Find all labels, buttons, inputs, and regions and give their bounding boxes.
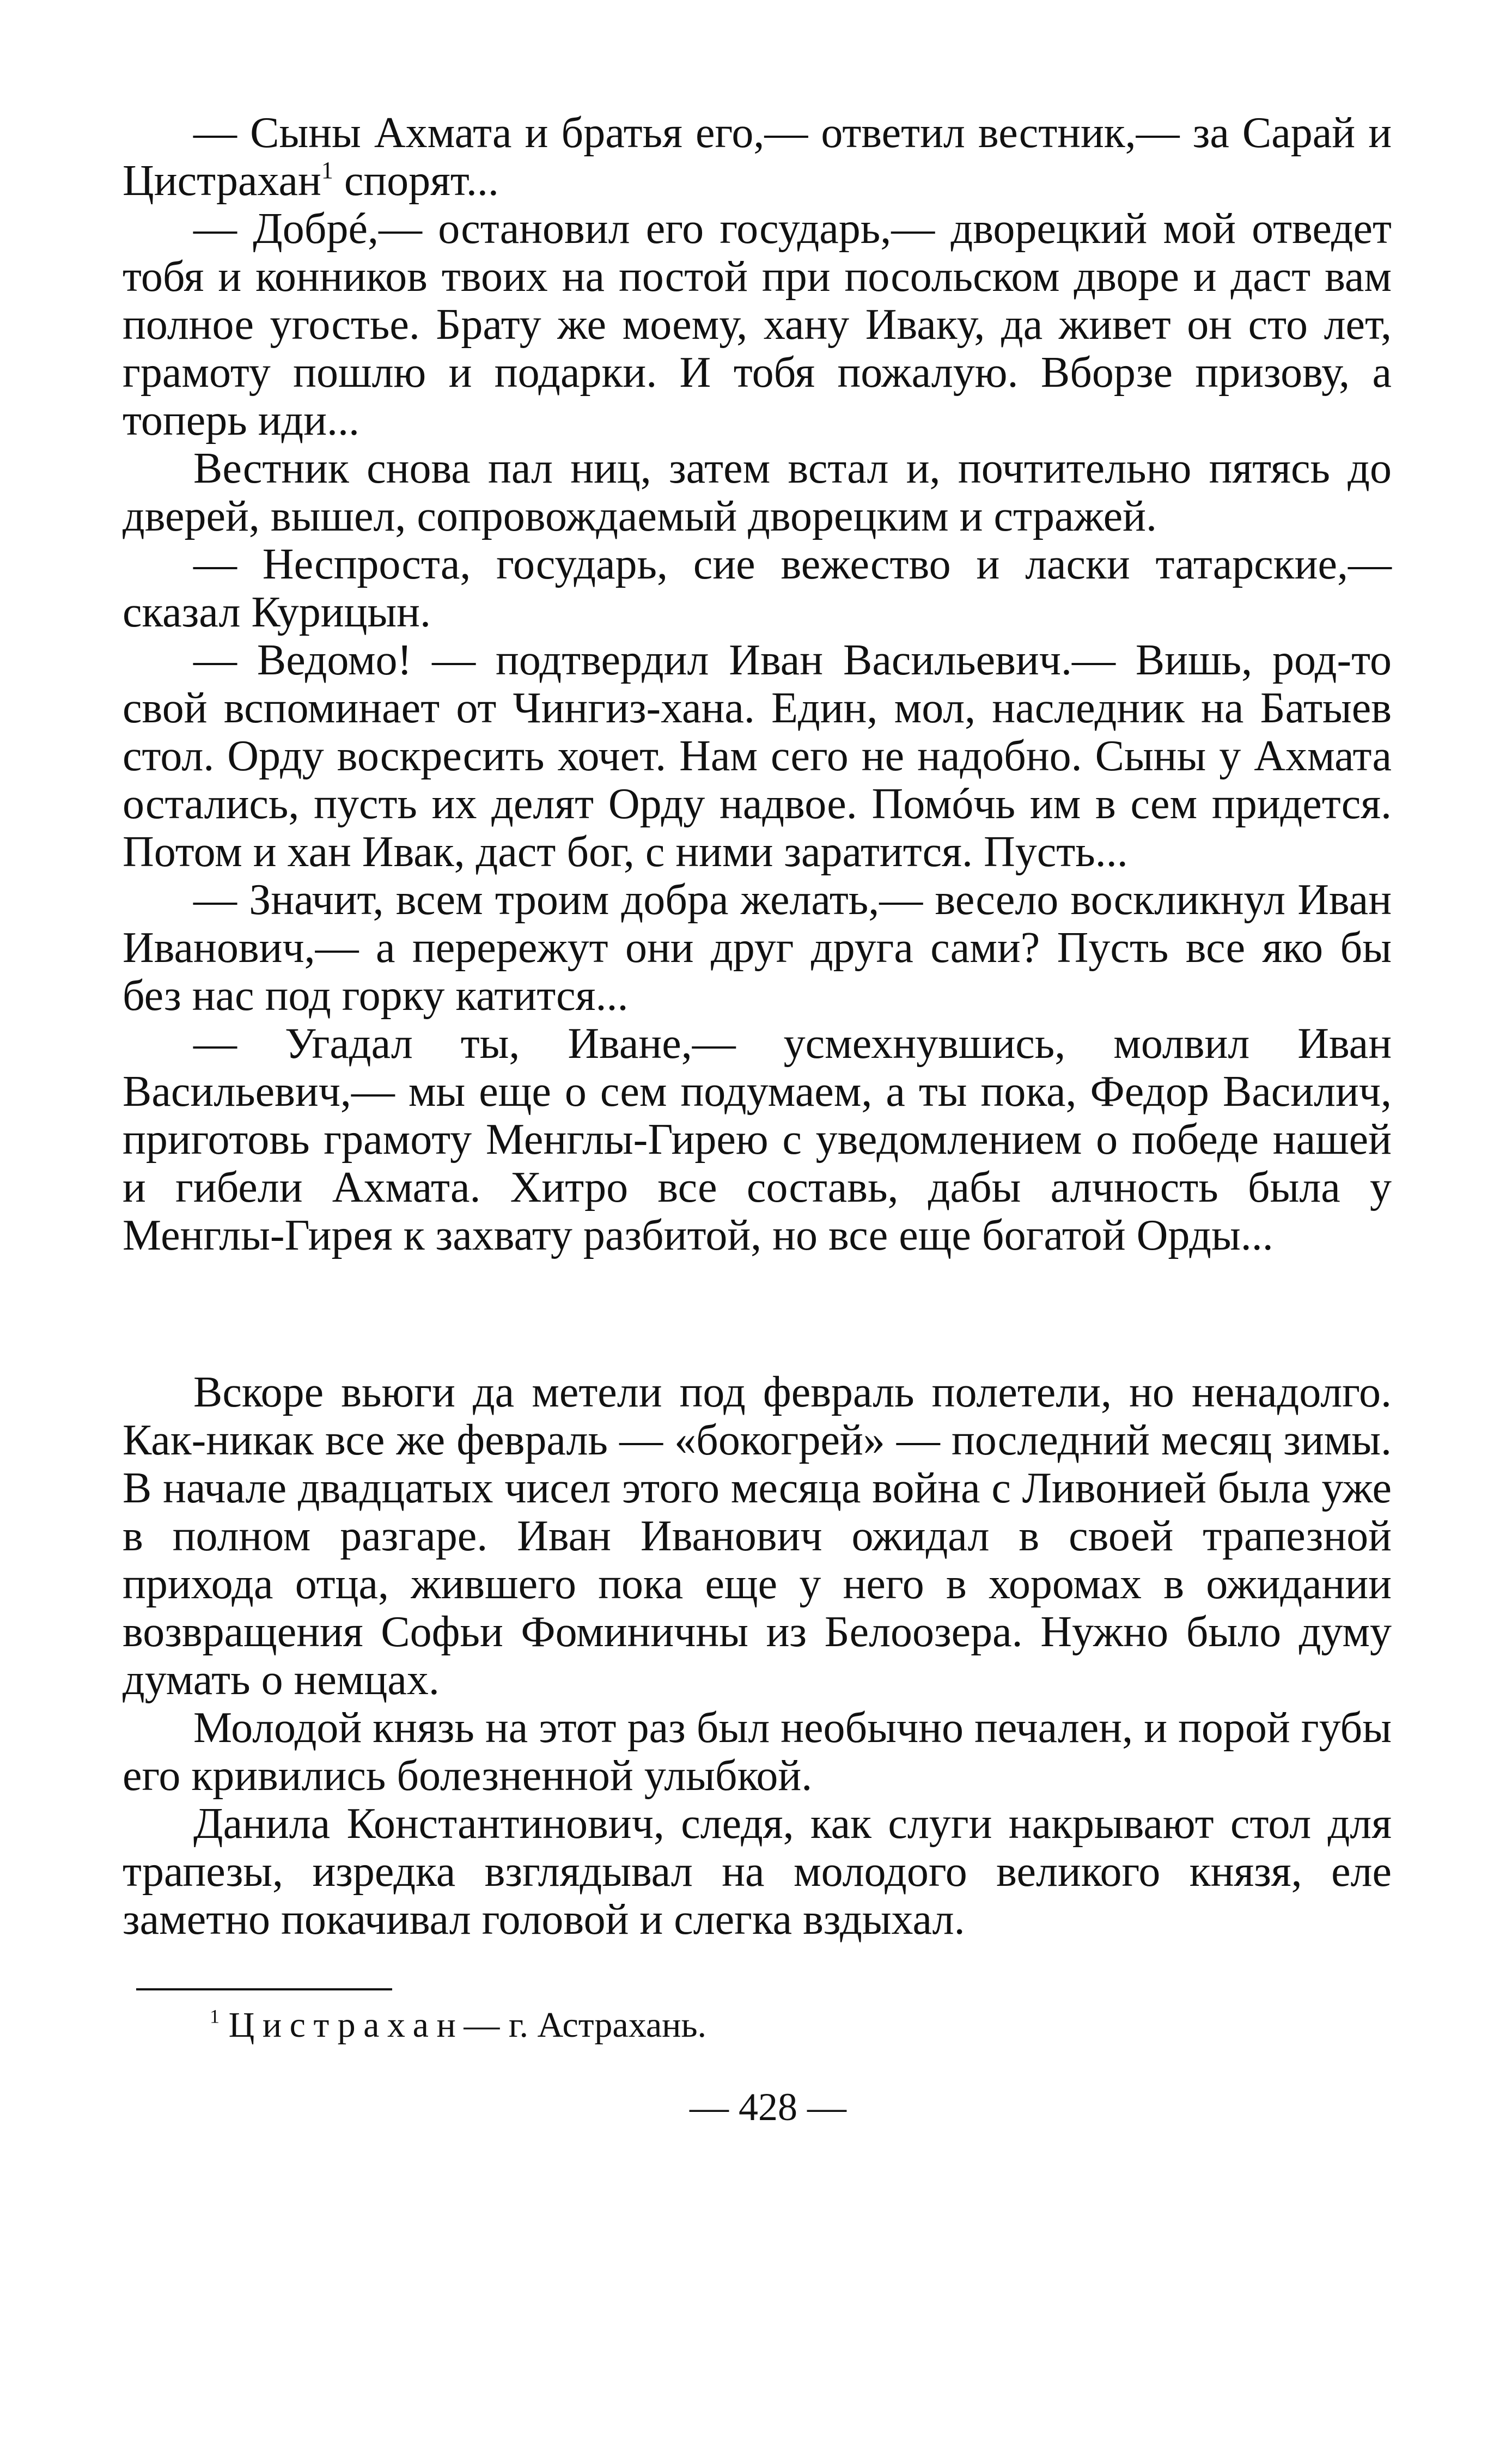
paragraph: — Значит, всем троим добра желать,— весело воскликнул Иван Иванович,— а перережут они друг друга сами? Пусть все яко бы без нас под горку катится... (123, 876, 1392, 1020)
page-number: — 428 — (690, 2085, 846, 2129)
paragraph: — Добрé,— остановил его государь,— дворецкий мой отведет тобя и конников твоих на постой при посольском дворе и даст вам полное угостье. Брату же моему, хану Иваку, да живет он сто лет, грамоту пошлю и подарки. И тобя пожалую. Вборзе призову, а топерь иди... (123, 205, 1392, 444)
section-break (123, 1259, 1392, 1368)
paragraph-text: спорят... (333, 157, 499, 205)
footnote-definition: — г. Астрахань. (464, 2005, 707, 2045)
paragraph: — Угадал ты, Иване,— усмехнувшись, молвил Иван Васильевич,— мы еще о сем подумаем, а ты пока, Федор Василич, приготовь грамоту Менглы-Гирею с уведомлением о победе нашей и гибели Ахмата. Хитро все составь, дабы алчность была у Менглы-Гирея к захвату разбитой, но все еще богатой Орды... (123, 1020, 1392, 1259)
paragraph-text: — Сыны Ахмата и братья его,— ответил вестник,— за Сарай и Цистрахан (123, 109, 1392, 205)
footnote-reference: 1 (321, 157, 333, 184)
paragraph: Вестник снова пал ниц, затем встал и, почтительно пятясь до дверей, вышел, сопровождаемый дворецким и стражей. (123, 444, 1392, 540)
footnote-marker: 1 (210, 2005, 220, 2027)
paragraph: Вскоре вьюги да метели под февраль полетели, но ненадолго. Как-никак все же февраль — «бокогрей» — последний месяц зимы. В начале двадцатых чисел этого месяца война с Ливонией была уже в полном разгаре. Иван Иванович ожидал в своей трапезной прихода отца, жившего пока еще у него в хоромах в ожидании возвращения Софьи Фоминичны из Белоозера. Нужно было думу думать о немцах. (123, 1368, 1392, 1704)
footnote (210, 2004, 1392, 2047)
paragraph: Молодой князь на этот раз был необычно печален, и порой губы его кривились болезненной улыбкой. (123, 1704, 1392, 1800)
footnote-divider (136, 1988, 392, 1990)
paragraph: — Ведомо! — подтвердил Иван Васильевич.— Вишь, род-то свой вспоминает от Чингиз-хана. Един, мол, наследник на Батыев стол. Орду воскресить хочет. Нам сего не надобно. Сыны у Ахмата остались, пусть их делят Орду надвое. Помóчь им в сем придется. Потом и хан Ивак, даст бог, с ними заратится. Пусть... (123, 636, 1392, 876)
paragraph: — Неспроста, государь, сие вежество и ласки татарские,— сказал Курицын. (123, 540, 1392, 636)
book-page (123, 109, 1392, 2129)
paragraph: Данила Константинович, следя, как слуги накрывают стол для трапезы, изредка взглядывал на молодого великого князя, еле заметно покачивал головой и слегка вздыхал. (123, 1800, 1392, 1944)
paragraph (123, 109, 1392, 205)
footnote-term: Цистрахан (228, 2005, 464, 2045)
